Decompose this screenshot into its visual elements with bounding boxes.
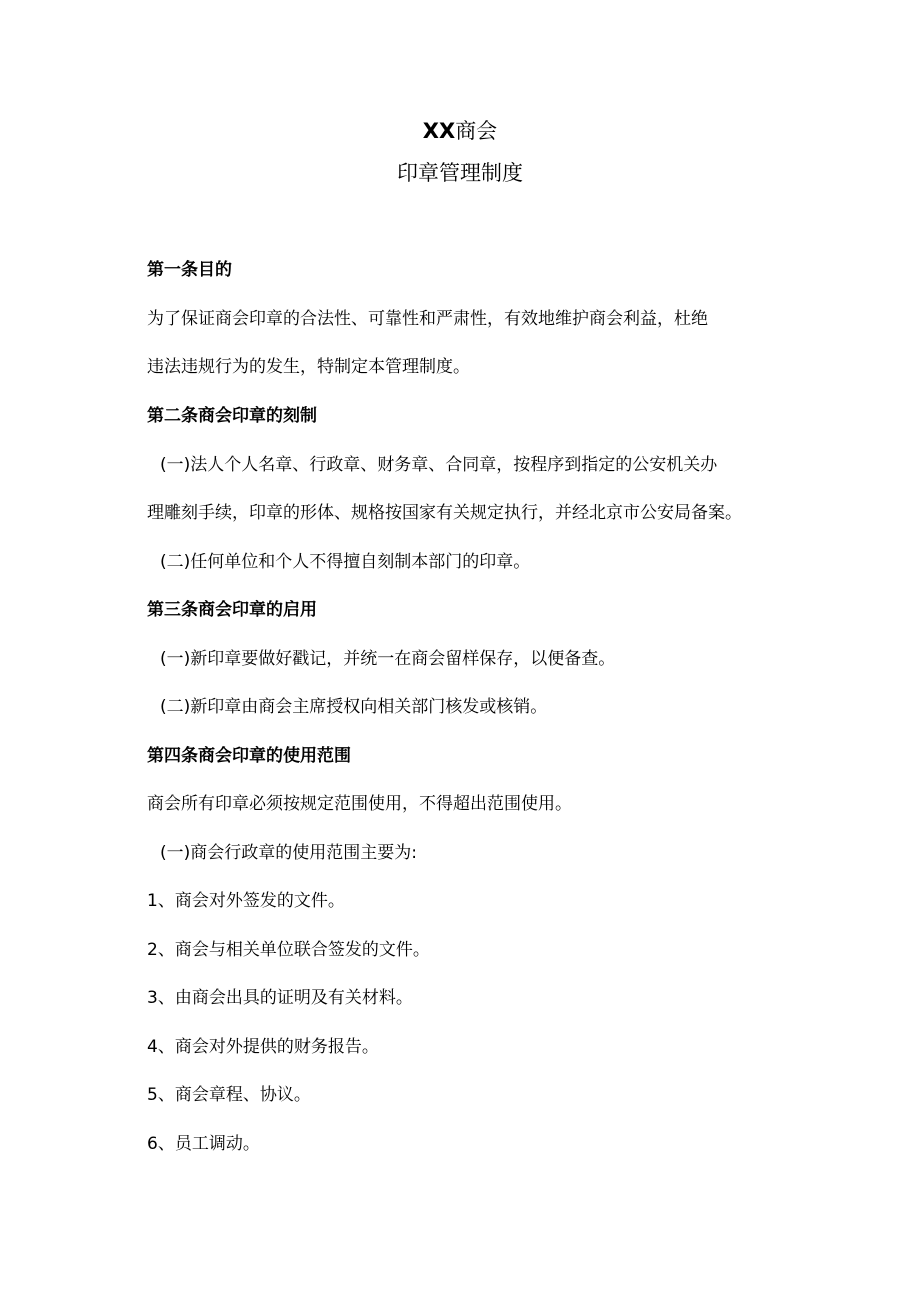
- list-item: 4、商会对外提供的财务报告。: [147, 1037, 379, 1057]
- article-2-heading: 第二条商会印章的刻制: [147, 406, 317, 426]
- list-item: 2、商会与相关单位联合签发的文件。: [147, 940, 430, 960]
- document-subtitle: 印章管理制度: [397, 161, 523, 185]
- article-4-heading: 第四条商会印章的使用范围: [147, 746, 351, 766]
- title-suffix: 商会: [455, 119, 498, 143]
- article-2-item-1-line-1: (一)法人个人名章、行政章、财务章、合同章，按程序到指定的公安机关办: [160, 455, 718, 475]
- article-1-paragraph-line-2: 违法违规行为的发生，特制定本管理制度。: [147, 357, 470, 377]
- article-2-item-1-line-2: 理雕刻手续，印章的形体、规格按国家有关规定执行，并经北京市公安局备案。: [147, 503, 742, 523]
- article-1-heading: 第一条目的: [147, 260, 232, 280]
- article-1-paragraph-line-1: 为了保证商会印章的合法性、可靠性和严肃性，有效地维护商会利益，杜绝: [147, 309, 708, 329]
- list-item: 1、商会对外签发的文件。: [147, 891, 345, 911]
- article-3-item-2: (二)新印章由商会主席授权向相关部门核发或核销。: [160, 697, 548, 717]
- article-2-item-2: (二)任何单位和个人不得擅自刻制本部门的印章。: [160, 552, 531, 572]
- list-item: 3、由商会出具的证明及有关材料。: [147, 988, 413, 1008]
- document-title: [0, 116, 920, 146]
- list-item: 5、商会章程、协议。: [147, 1085, 311, 1105]
- article-3-heading: 第三条商会印章的启用: [147, 600, 317, 620]
- list-item: 6、员工调动。: [147, 1134, 260, 1154]
- article-4-sub-1: (一)商会行政章的使用范围主要为:: [160, 843, 417, 863]
- title-prefix: XX: [422, 119, 456, 143]
- article-3-item-1: (一)新印章要做好戳记，并统一在商会留样保存，以便备查。: [160, 649, 616, 669]
- article-4-intro: 商会所有印章必须按规定范围使用，不得超出范围使用。: [147, 794, 572, 814]
